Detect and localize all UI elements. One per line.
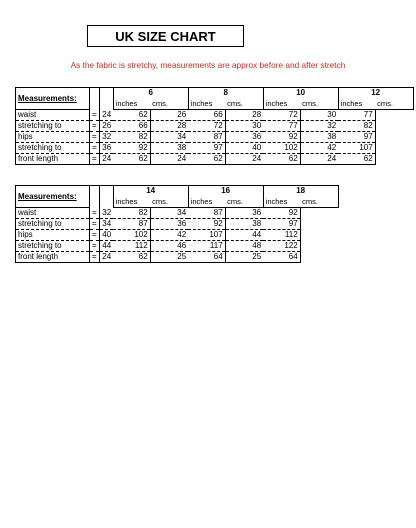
value-cell: 38	[225, 219, 263, 230]
equals-sign: =	[90, 252, 100, 263]
stretch-note: As the fabric is stretchy, measurements are approx before and after stretch	[70, 60, 346, 70]
equals-sign: =	[90, 110, 100, 121]
table-row	[16, 132, 414, 143]
value-cell: 36	[150, 219, 188, 230]
table-row	[16, 110, 414, 121]
row-label: front length	[16, 252, 90, 263]
row-label: stretching to	[16, 121, 90, 132]
value-cell: 77	[338, 110, 375, 121]
value-cell: 40	[225, 143, 263, 154]
row-label: waist	[16, 208, 90, 219]
value-cell: 112	[263, 230, 300, 241]
measurements-header: Measurements:	[16, 186, 90, 208]
table-row	[16, 219, 339, 230]
value-cell: 38	[150, 143, 188, 154]
unit-cms: cms.	[225, 197, 263, 208]
size-heading: 6	[113, 88, 188, 99]
value-cell: 87	[188, 132, 225, 143]
value-cell: 46	[150, 241, 188, 252]
size-heading: 18	[263, 186, 338, 197]
value-cell: 72	[188, 121, 225, 132]
value-cell: 97	[263, 219, 300, 230]
row-label: front length	[16, 154, 90, 165]
equals-sign: =	[90, 143, 100, 154]
value-cell: 62	[338, 154, 375, 165]
table-row	[16, 143, 414, 154]
row-label: stretching to	[16, 219, 90, 230]
value-cell: 44	[225, 230, 263, 241]
table-row	[16, 154, 414, 165]
unit-inches: inches	[338, 99, 375, 110]
value-cell: 34	[150, 208, 188, 219]
value-cell: 42	[150, 230, 188, 241]
table-row	[16, 230, 339, 241]
value-cell: 66	[113, 121, 150, 132]
value-cell: 32	[99, 208, 113, 219]
size-heading: 10	[263, 88, 338, 99]
value-cell: 26	[150, 110, 188, 121]
equals-sign: =	[90, 132, 100, 143]
equals-sign: =	[90, 154, 100, 165]
value-cell: 97	[188, 143, 225, 154]
unit-inches: inches	[263, 99, 300, 110]
value-cell: 36	[99, 143, 113, 154]
measurements-header: Measurements:	[16, 88, 90, 110]
header-blank	[99, 186, 113, 208]
value-cell: 36	[225, 132, 263, 143]
value-cell: 82	[338, 121, 375, 132]
value-cell: 62	[263, 154, 300, 165]
unit-cms: cms.	[150, 99, 188, 110]
value-cell: 64	[263, 252, 300, 263]
size-heading: 12	[338, 88, 413, 99]
value-cell: 87	[188, 208, 225, 219]
row-label: hips	[16, 132, 90, 143]
size-heading: 14	[113, 186, 188, 197]
value-cell: 102	[263, 143, 300, 154]
value-cell: 26	[99, 121, 113, 132]
value-cell: 92	[113, 143, 150, 154]
value-cell: 102	[113, 230, 150, 241]
table-row	[16, 252, 339, 263]
value-cell: 30	[225, 121, 263, 132]
value-cell: 32	[300, 121, 338, 132]
value-cell: 112	[113, 241, 150, 252]
value-cell: 122	[263, 241, 300, 252]
value-cell: 48	[225, 241, 263, 252]
table-row	[16, 208, 339, 219]
value-cell: 24	[300, 154, 338, 165]
table-row	[16, 241, 339, 252]
size-heading: 16	[188, 186, 263, 197]
size-header-row	[16, 88, 414, 99]
unit-inches: inches	[188, 197, 225, 208]
value-cell: 38	[300, 132, 338, 143]
unit-cms: cms.	[300, 197, 338, 208]
value-cell: 62	[188, 154, 225, 165]
value-cell: 107	[188, 230, 225, 241]
value-cell: 107	[338, 143, 375, 154]
unit-inches: inches	[263, 197, 300, 208]
unit-inches: inches	[113, 197, 150, 208]
size-header-row	[16, 186, 339, 197]
header-blank	[90, 88, 100, 110]
size-table-small	[15, 87, 414, 165]
value-cell: 34	[150, 132, 188, 143]
unit-cms: cms.	[150, 197, 188, 208]
value-cell: 92	[263, 132, 300, 143]
value-cell: 30	[300, 110, 338, 121]
equals-sign: =	[90, 230, 100, 241]
value-cell: 82	[113, 208, 150, 219]
value-cell: 92	[188, 219, 225, 230]
value-cell: 42	[300, 143, 338, 154]
value-cell: 36	[225, 208, 263, 219]
value-cell: 24	[99, 110, 113, 121]
row-label: stretching to	[16, 143, 90, 154]
equals-sign: =	[90, 219, 100, 230]
value-cell: 32	[99, 132, 113, 143]
value-cell: 25	[150, 252, 188, 263]
row-label: stretching to	[16, 241, 90, 252]
value-cell: 25	[225, 252, 263, 263]
value-cell: 92	[263, 208, 300, 219]
table-row	[16, 121, 414, 132]
value-cell: 28	[150, 121, 188, 132]
page-title: UK SIZE CHART	[87, 25, 244, 47]
value-cell: 62	[113, 154, 150, 165]
value-cell: 40	[99, 230, 113, 241]
header-blank	[99, 88, 113, 110]
equals-sign: =	[90, 208, 100, 219]
value-cell: 117	[188, 241, 225, 252]
value-cell: 44	[99, 241, 113, 252]
value-cell: 24	[150, 154, 188, 165]
row-label: waist	[16, 110, 90, 121]
value-cell: 66	[188, 110, 225, 121]
equals-sign: =	[90, 121, 100, 132]
value-cell: 34	[99, 219, 113, 230]
unit-cms: cms.	[225, 99, 263, 110]
unit-inches: inches	[113, 99, 150, 110]
value-cell: 62	[113, 252, 150, 263]
equals-sign: =	[90, 241, 100, 252]
value-cell: 28	[225, 110, 263, 121]
value-cell: 87	[113, 219, 150, 230]
value-cell: 77	[263, 121, 300, 132]
value-cell: 82	[113, 132, 150, 143]
value-cell: 72	[263, 110, 300, 121]
size-table-large	[15, 185, 339, 263]
header-blank	[90, 186, 100, 208]
value-cell: 24	[99, 252, 113, 263]
size-heading: 8	[188, 88, 263, 99]
value-cell: 64	[188, 252, 225, 263]
row-label: hips	[16, 230, 90, 241]
value-cell: 62	[113, 110, 150, 121]
value-cell: 24	[225, 154, 263, 165]
value-cell: 97	[338, 132, 375, 143]
unit-cms: cms.	[375, 99, 413, 110]
unit-inches: inches	[188, 99, 225, 110]
value-cell: 24	[99, 154, 113, 165]
unit-cms: cms.	[300, 99, 338, 110]
